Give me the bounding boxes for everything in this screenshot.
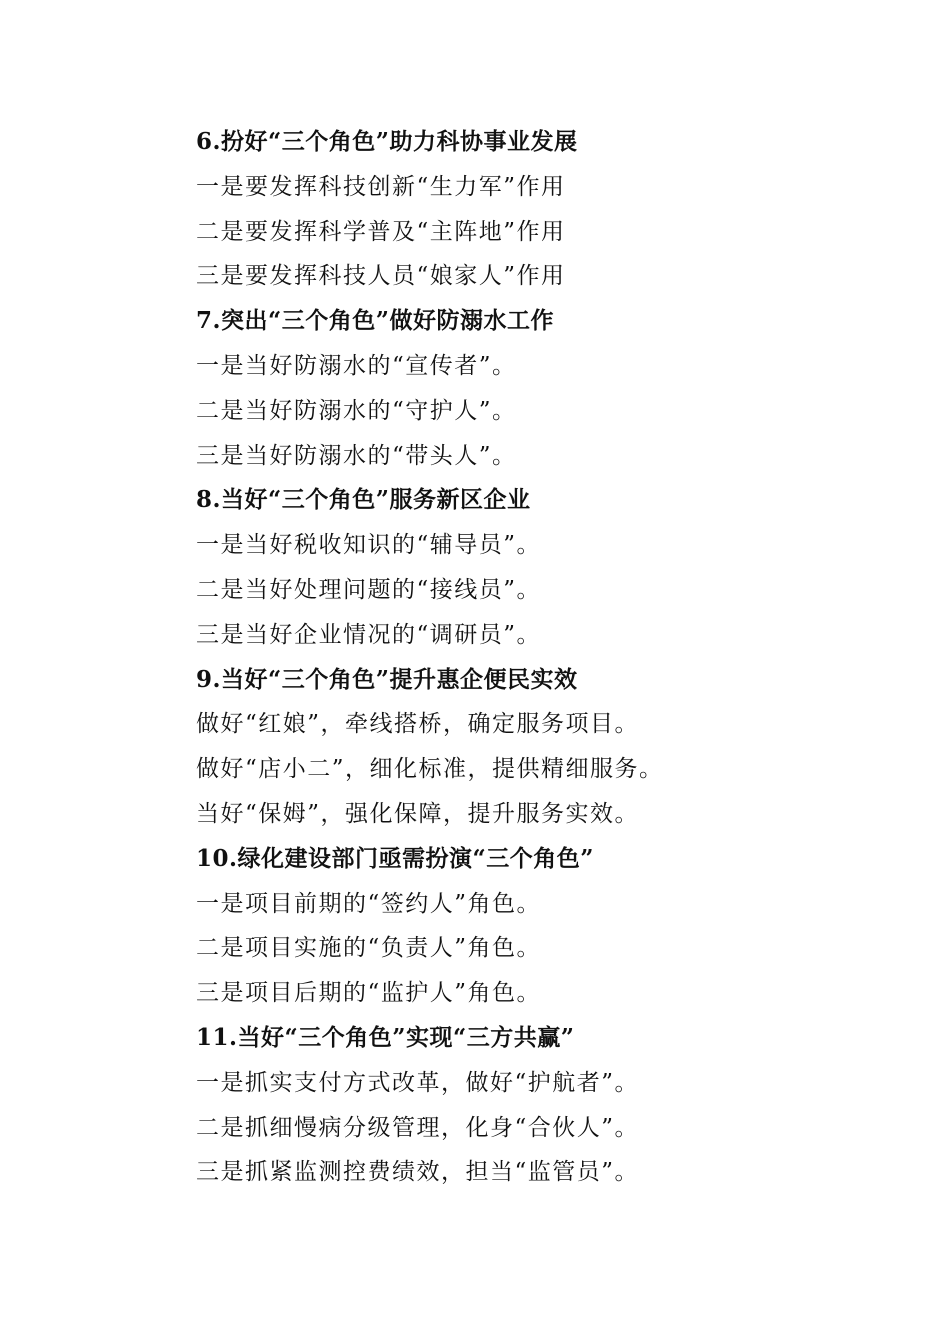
- section-9: [196, 658, 816, 837]
- list-item: 一是抓实支付方式改革，做好“护航者”。: [196, 1069, 640, 1096]
- list-item: 三是当好企业情况的“调研员”。: [196, 621, 542, 648]
- list-item: 做好“店小二”，细化标准，提供精细服务。: [196, 756, 664, 783]
- list-item: 当好“保姆”，强化保障，提升服务实效。: [196, 800, 640, 827]
- list-item: 一是项目前期的“签约人”角色。: [196, 890, 542, 917]
- list-item: 一是当好税收知识的“辅导员”。: [196, 532, 542, 559]
- section-heading: 9.当好“三个角色”提升惠企便民实效: [196, 665, 578, 693]
- list-item: 二是项目实施的“负责人”角色。: [196, 935, 542, 962]
- document-page: [196, 120, 816, 1195]
- section-11: [196, 1016, 816, 1195]
- list-item: 三是当好防溺水的“带头人”。: [196, 442, 517, 469]
- section-8: [196, 478, 816, 657]
- list-item: 二是抓细慢病分级管理，化身“合伙人”。: [196, 1114, 640, 1141]
- list-item: 三是要发挥科技人员“娘家人”作用: [196, 263, 566, 290]
- list-item: 做好“红娘”，牵线搭桥，确定服务项目。: [196, 711, 640, 738]
- section-7: [196, 299, 816, 478]
- section-heading: 8.当好“三个角色”服务新区企业: [196, 486, 531, 514]
- section-heading: 7.突出“三个角色”做好防溺水工作: [196, 307, 554, 335]
- section-heading: 6.扮好“三个角色”助力科协事业发展: [196, 128, 578, 155]
- section-6: [196, 120, 816, 299]
- section-heading: 11.当好“三个角色”实现“三方共赢”: [196, 1023, 575, 1051]
- list-item: 三是抓紧监测控费绩效，担当“监管员”。: [196, 1159, 640, 1186]
- list-item: 二是当好处理问题的“接线员”。: [196, 576, 542, 603]
- list-item: 一是当好防溺水的“宣传者”。: [196, 352, 517, 379]
- list-item: 一是要发挥科技创新“生力军”作用: [196, 173, 566, 200]
- section-heading: 10.绿化建设部门亟需扮演“三个角色”: [196, 844, 594, 872]
- list-item: 二是要发挥科学普及“主阵地”作用: [196, 218, 566, 245]
- section-10: [196, 837, 816, 1016]
- list-item: 二是当好防溺水的“守护人”。: [196, 397, 517, 424]
- list-item: 三是项目后期的“监护人”角色。: [196, 980, 542, 1007]
